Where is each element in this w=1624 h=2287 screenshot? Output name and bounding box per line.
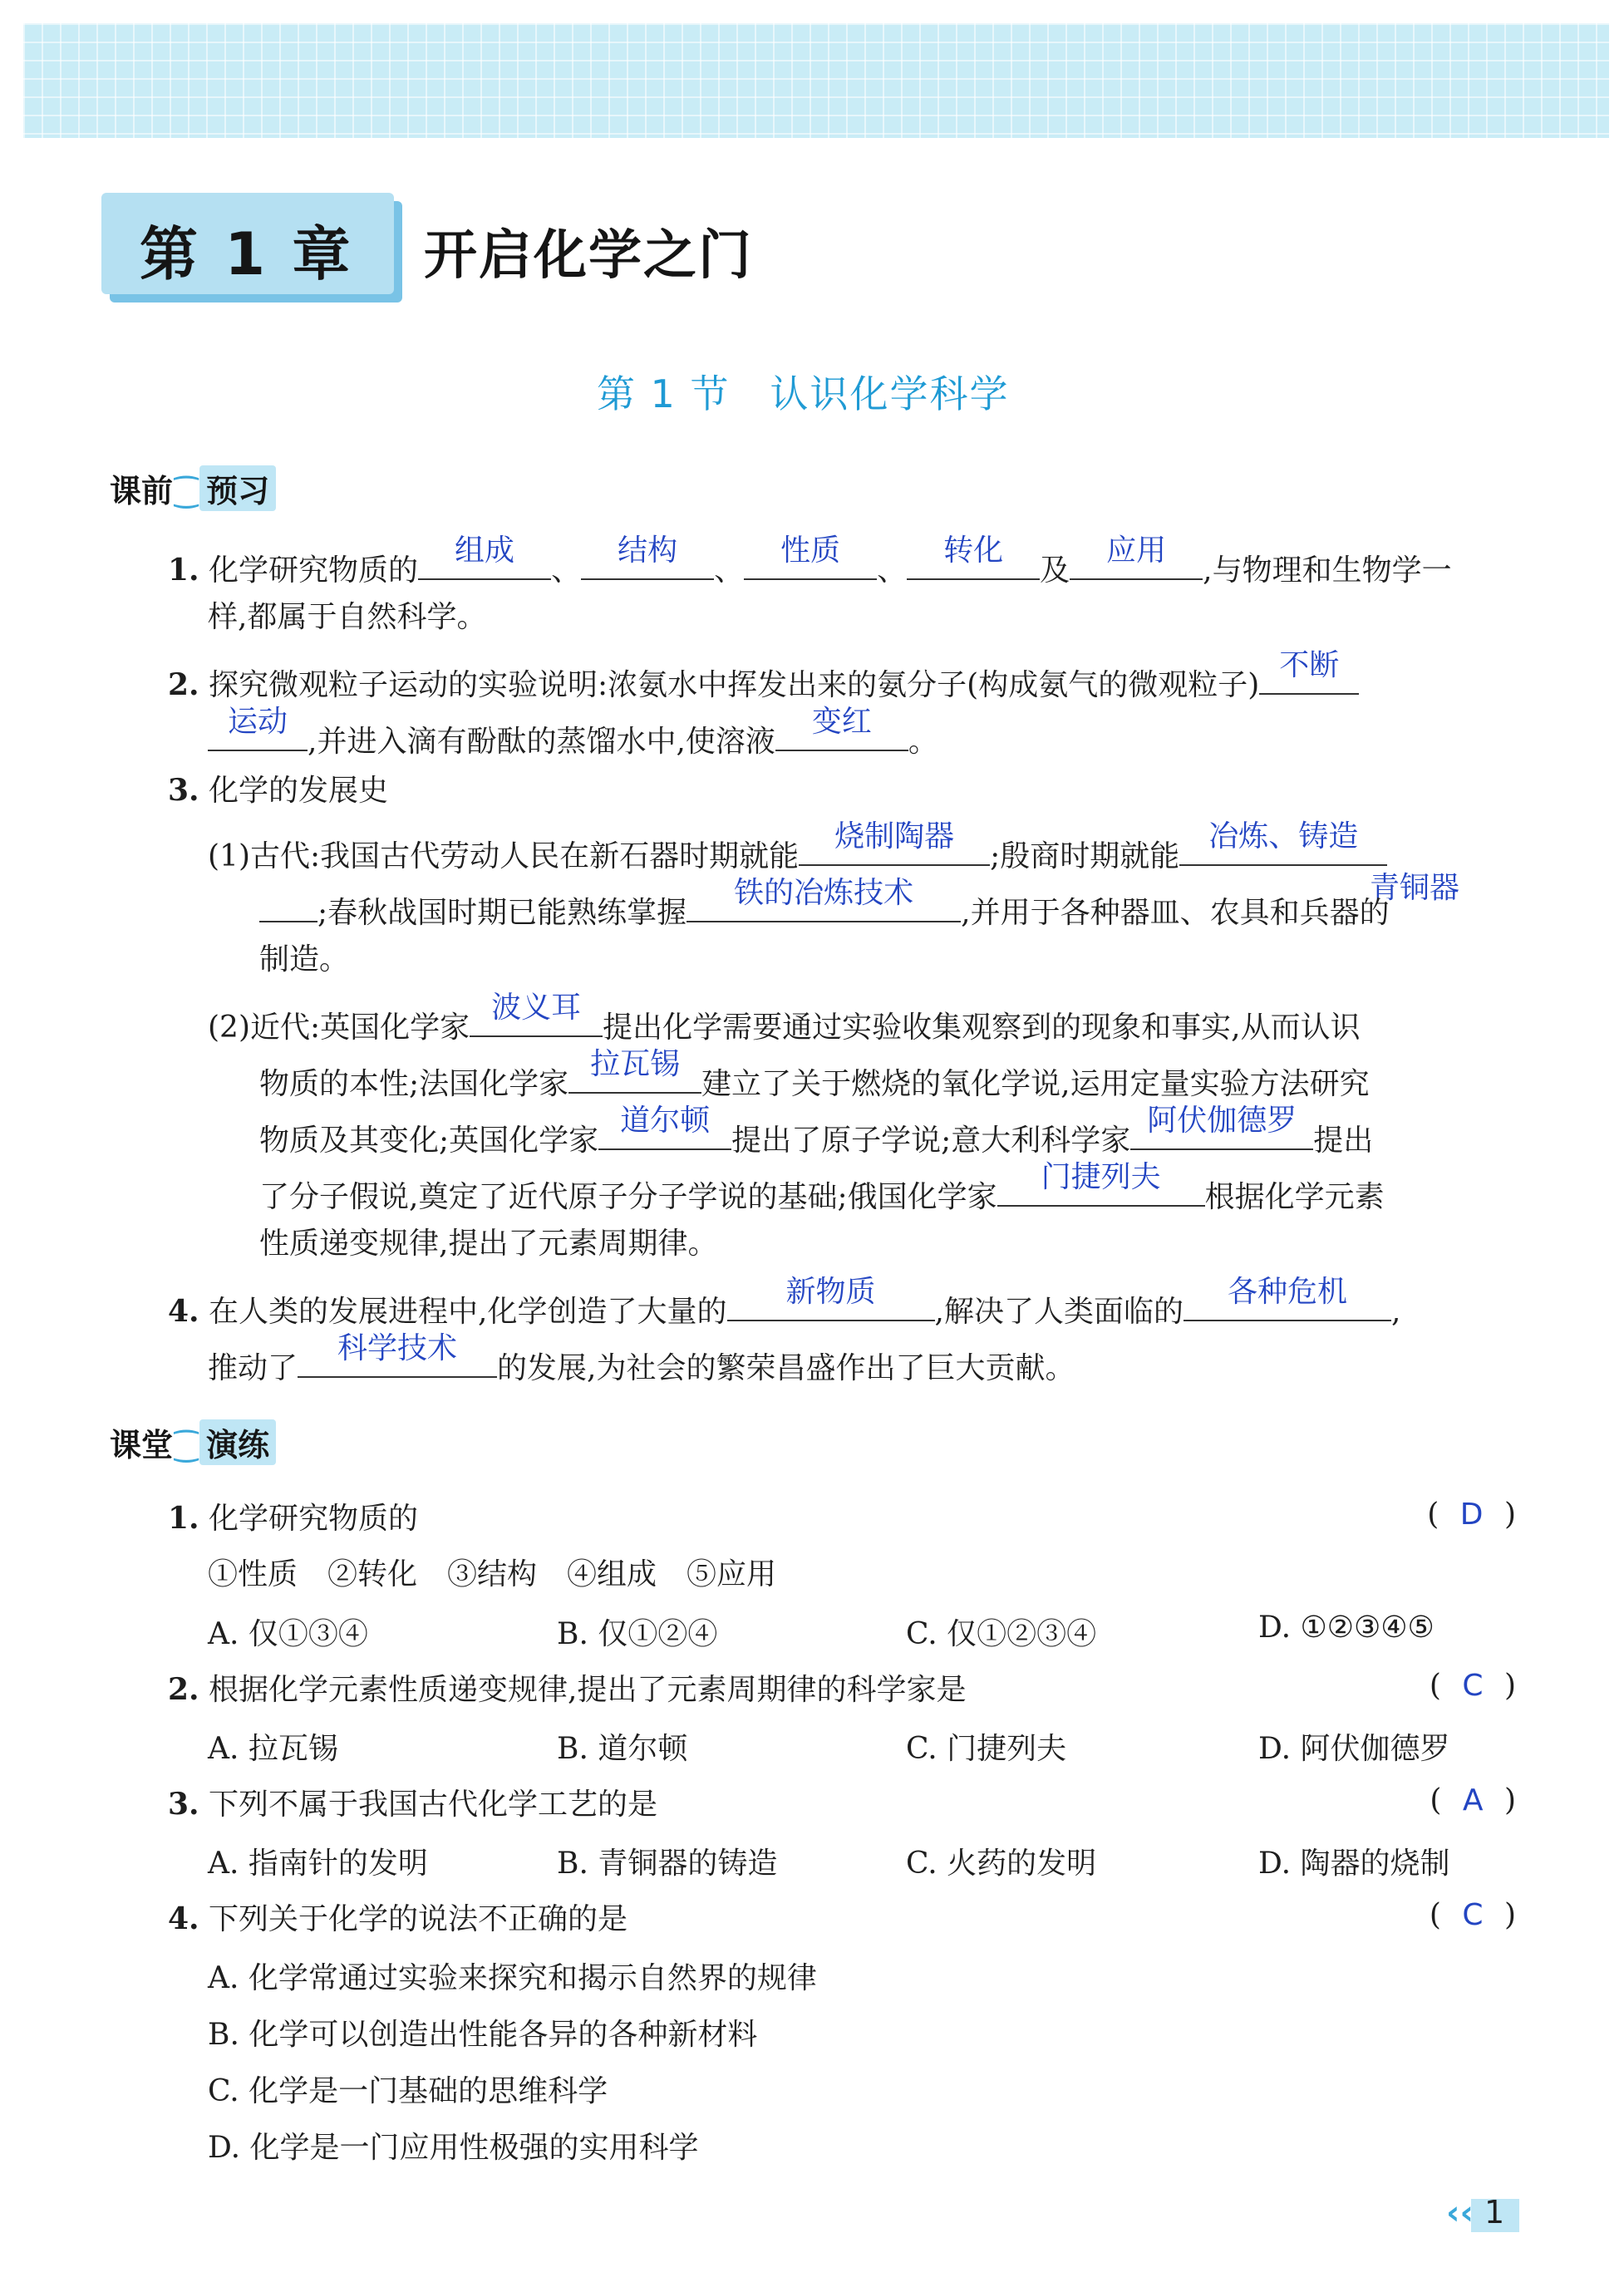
answer-blank[interactable] bbox=[581, 534, 714, 580]
question-number: 1. bbox=[168, 553, 199, 588]
answer-text: 应用 bbox=[1106, 534, 1167, 568]
answer-choice: C bbox=[1462, 1898, 1484, 1932]
practice-q1-items: ①性质 ②转化 ③结构 ④组成 ⑤应用 bbox=[208, 1557, 777, 1591]
practice-q4-stem bbox=[168, 1898, 627, 1940]
answer-choice: C bbox=[1462, 1669, 1484, 1703]
answer-paren[interactable]: ( D ) bbox=[1427, 1498, 1516, 1532]
answer-blank[interactable] bbox=[298, 1331, 497, 1378]
answer-blank[interactable] bbox=[775, 705, 908, 751]
preview-q3-p1-line1 bbox=[208, 819, 1387, 878]
separator: 、 bbox=[551, 553, 582, 588]
question-number: 2. bbox=[168, 667, 199, 702]
answer-blank[interactable] bbox=[687, 876, 961, 922]
option-b[interactable]: B. 道尔顿 bbox=[557, 1732, 688, 1766]
question-number: 1. bbox=[168, 1501, 199, 1536]
answer-paren[interactable]: ( C ) bbox=[1429, 1669, 1516, 1703]
question-text: 的发展,为社会的繁荣昌盛作出了巨大贡献。 bbox=[497, 1351, 1075, 1385]
answer-text: 门捷列夫 bbox=[1041, 1160, 1161, 1194]
preview-q3-title bbox=[168, 770, 388, 812]
preview-q3-p2-line5: 性质递变规律,提出了元素周期律。 bbox=[259, 1227, 718, 1261]
answer-paren[interactable]: ( C ) bbox=[1429, 1898, 1516, 1932]
practice-q2-stem bbox=[168, 1669, 967, 1711]
chapter-label: 第 1 章 bbox=[140, 220, 354, 288]
practice-heading-b: 演练 bbox=[199, 1419, 276, 1465]
option-c[interactable]: C. 门捷列夫 bbox=[906, 1732, 1067, 1766]
question-text: ,并用于各种器皿、农具和兵器的 bbox=[961, 896, 1390, 930]
punctuation: , bbox=[1390, 1295, 1401, 1329]
preview-q3-p2-line3 bbox=[259, 1104, 1374, 1162]
option-d[interactable]: D. ①②③④⑤ bbox=[1258, 1611, 1435, 1645]
answer-choice: D bbox=[1459, 1498, 1484, 1532]
question-text: 化学的发展史 bbox=[209, 774, 389, 808]
question-text: ;殷商时期就能 bbox=[990, 839, 1180, 873]
punctuation: 。 bbox=[908, 725, 938, 759]
question-number: 2. bbox=[168, 1672, 199, 1707]
preview-q3-p2-line4 bbox=[259, 1160, 1385, 1218]
option-a[interactable]: A. 仅①③④ bbox=[208, 1617, 368, 1651]
answer-blank[interactable] bbox=[259, 883, 317, 922]
question-number: 4. bbox=[168, 1901, 199, 1936]
preview-q1-line2: 样,都属于自然科学。 bbox=[208, 600, 487, 634]
preview-q3-p1-line2 bbox=[259, 876, 1390, 934]
answer-blank[interactable] bbox=[1259, 648, 1359, 695]
answer-blank[interactable] bbox=[1130, 1104, 1313, 1150]
option-b[interactable]: B. 化学可以创造出性能各异的各种新材料 bbox=[208, 2018, 758, 2052]
question-text: (2)近代:英国化学家 bbox=[208, 1011, 470, 1045]
answer-text: 组成 bbox=[455, 534, 515, 568]
answer-text: 各种危机 bbox=[1227, 1275, 1347, 1309]
chapter-title: 开启化学之门 bbox=[424, 225, 753, 287]
preview-heading-a: 课前 bbox=[110, 473, 174, 509]
answer-blank[interactable] bbox=[470, 991, 603, 1037]
answer-blank[interactable] bbox=[727, 1275, 935, 1321]
wave-icon: ⁐ bbox=[175, 476, 199, 509]
question-text: ,解决了人类面临的 bbox=[934, 1295, 1184, 1329]
question-text: (1)古代:我国古代劳动人民在新石器时期就能 bbox=[208, 839, 800, 873]
answer-text: 科学技术 bbox=[337, 1331, 458, 1365]
question-text: 推动了 bbox=[208, 1351, 298, 1385]
answer-text: 铁的冶炼技术 bbox=[734, 876, 914, 910]
answer-text: 冶炼、铸造 bbox=[1208, 819, 1359, 853]
answer-text: 新物质 bbox=[785, 1275, 876, 1309]
option-b[interactable]: B. 仅①②④ bbox=[557, 1617, 718, 1651]
answer-paren[interactable]: ( A ) bbox=[1430, 1783, 1516, 1817]
answer-blank[interactable] bbox=[1070, 534, 1203, 580]
answer-blank[interactable] bbox=[418, 534, 551, 580]
preview-q2-line1 bbox=[168, 648, 1359, 706]
preview-q3-p2-line2 bbox=[259, 1047, 1370, 1105]
option-c[interactable]: C. 仅①②③④ bbox=[906, 1617, 1097, 1651]
answer-blank[interactable] bbox=[568, 1047, 701, 1094]
answer-text: 波义耳 bbox=[491, 991, 582, 1025]
question-text: 物质及其变化;英国化学家 bbox=[259, 1124, 599, 1158]
option-a[interactable]: A. 拉瓦锡 bbox=[208, 1732, 338, 1766]
option-a[interactable]: A. 指南针的发明 bbox=[208, 1847, 428, 1881]
answer-blank[interactable] bbox=[907, 534, 1040, 580]
answer-blank[interactable] bbox=[208, 705, 308, 751]
section-title: 第 1 节 认识化学科学 bbox=[597, 371, 1010, 416]
answer-choice: A bbox=[1462, 1783, 1484, 1817]
answer-text: 性质 bbox=[780, 534, 841, 568]
option-c[interactable]: C. 化学是一门基础的思维科学 bbox=[208, 2074, 608, 2108]
question-text: 在人类的发展进程中,化学创造了大量的 bbox=[209, 1295, 727, 1329]
question-number: 4. bbox=[168, 1294, 199, 1329]
answer-blank[interactable] bbox=[744, 534, 877, 580]
preview-heading-b: 预习 bbox=[199, 465, 276, 511]
question-text: 建立了关于燃烧的氧化学说,运用定量实验方法研究 bbox=[701, 1067, 1370, 1101]
answer-text: 不断 bbox=[1279, 648, 1340, 682]
question-text: 提出化学需要通过实验收集观察到的现象和事实,从而认识 bbox=[603, 1011, 1361, 1045]
answer-blank[interactable] bbox=[1184, 1275, 1391, 1321]
question-text: 根据化学元素 bbox=[1204, 1180, 1385, 1214]
answer-text: 阿伏伽德罗 bbox=[1147, 1104, 1297, 1138]
preview-q4-line1 bbox=[168, 1275, 1401, 1333]
answer-text: 烧制陶器 bbox=[834, 819, 955, 853]
answer-text: 运动 bbox=[227, 705, 288, 739]
preview-heading bbox=[110, 465, 276, 511]
top-banner bbox=[23, 23, 1609, 138]
option-b[interactable]: B. 青铜器的铸造 bbox=[557, 1847, 778, 1881]
separator: 、 bbox=[877, 553, 908, 588]
question-number: 3. bbox=[168, 1787, 199, 1822]
option-d[interactable]: D. 化学是一门应用性极强的实用科学 bbox=[208, 2131, 699, 2165]
option-a[interactable]: A. 化学常通过实验来探究和揭示自然界的规律 bbox=[208, 1961, 817, 1995]
preview-q3-p1-line3: 制造。 bbox=[259, 942, 350, 976]
question-text: 化学研究物质的 bbox=[209, 1502, 419, 1536]
answer-text: 拉瓦锡 bbox=[590, 1047, 681, 1081]
question-text: ;春秋战国时期已能熟练掌握 bbox=[317, 896, 687, 930]
conjunction: 及 bbox=[1040, 553, 1070, 588]
answer-blank[interactable] bbox=[598, 1104, 731, 1150]
page-number: 1 bbox=[1484, 2194, 1505, 2230]
answer-blank[interactable] bbox=[997, 1160, 1205, 1207]
answer-text: 道尔顿 bbox=[620, 1104, 711, 1138]
preview-q1-line1 bbox=[168, 534, 1452, 592]
chevron-left-icon: ‹‹ bbox=[1446, 2194, 1474, 2232]
question-text: 提出 bbox=[1313, 1124, 1374, 1158]
question-text: 化学研究物质的 bbox=[209, 553, 419, 588]
question-text: 根据化学元素性质递变规律,提出了元素周期律的科学家是 bbox=[209, 1673, 967, 1707]
practice-heading bbox=[110, 1419, 276, 1465]
question-text: ,并进入滴有酚酞的蒸馏水中,使溶液 bbox=[308, 725, 775, 759]
option-d[interactable]: D. 阿伏伽德罗 bbox=[1258, 1732, 1450, 1766]
option-c[interactable]: C. 火药的发明 bbox=[906, 1847, 1097, 1881]
answer-blank[interactable] bbox=[799, 819, 990, 866]
question-text: 提出了原子学说;意大利科学家 bbox=[731, 1124, 1131, 1158]
answer-text: 青铜器 bbox=[1370, 871, 1460, 905]
practice-heading-a: 课堂 bbox=[110, 1427, 174, 1463]
option-d[interactable]: D. 陶器的烧制 bbox=[1258, 1847, 1450, 1881]
answer-text: 结构 bbox=[618, 534, 678, 568]
preview-q4-line2 bbox=[208, 1331, 1075, 1389]
answer-text: 转化 bbox=[943, 534, 1004, 568]
question-number: 3. bbox=[168, 773, 199, 808]
question-text: 下列关于化学的说法不正确的是 bbox=[209, 1902, 628, 1936]
wave-icon: ⁐ bbox=[175, 1430, 199, 1463]
preview-q3-p2-line1 bbox=[208, 991, 1361, 1049]
question-text: 物质的本性;法国化学家 bbox=[259, 1067, 569, 1101]
practice-q1-stem bbox=[168, 1498, 418, 1540]
question-text: ,与物理和生物学一 bbox=[1203, 553, 1452, 588]
question-text: 了分子假说,奠定了近代原子分子学说的基础;俄国化学家 bbox=[259, 1180, 997, 1214]
separator: 、 bbox=[714, 553, 745, 588]
question-text: 下列不属于我国古代化学工艺的是 bbox=[209, 1788, 658, 1822]
practice-q3-stem bbox=[168, 1783, 657, 1826]
answer-text: 变红 bbox=[811, 705, 872, 739]
preview-q2-line2 bbox=[208, 705, 938, 763]
question-text: 探究微观粒子运动的实验说明:浓氨水中挥发出来的氨分子(构成氨气的微观粒子) bbox=[209, 668, 1260, 702]
answer-blank[interactable] bbox=[1179, 819, 1387, 866]
